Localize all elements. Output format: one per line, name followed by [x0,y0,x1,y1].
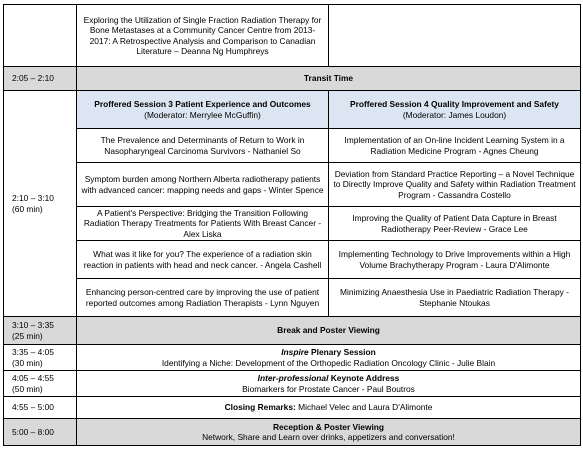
keynote-title [80,373,577,383]
plenary-cell [77,345,581,371]
session-4-header [329,91,581,129]
keynote-cell [77,371,581,397]
keynote-row [4,371,581,397]
plenary-title [80,347,577,357]
time-cell [4,317,77,345]
plenary-row [4,345,581,371]
keynote-talk: Biomarkers for Prostate Cancer - Paul Boutros [242,383,415,394]
closing-cell [77,397,581,419]
time-cell [4,345,77,371]
keynote-title-rest: Keynote Address [328,373,400,384]
break-row [4,317,581,345]
table-row [4,241,581,279]
session-3-moderator: (Moderator: Merrylee McGuffin) [144,109,261,120]
table-row [4,163,581,207]
duration: (60 min) [12,203,43,214]
time-cell: 2:05 – 2:10 [4,67,77,91]
transit-label: Transit Time [77,67,581,91]
session-4-moderator: (Moderator: James Loudon) [402,109,507,120]
time-range: 3:10 – 3:35 [12,320,54,331]
closing-speakers: Michael Velec and Laura D'Alimonte [295,402,433,413]
session-4-talk: Deviation from Standard Practice Reporting – a Novel Technique to Directly Improve Quality and Safety within Radiation Treatment Program - Cassandra Costello [329,163,581,207]
session-3-talk: Symptom burden among Northern Alberta radiotherapy patients with advanced cancer: mapping needs and gaps - Winter Spence [77,163,329,207]
transit-row [4,67,581,91]
time-cell: 5:00 – 8:00 [4,419,77,446]
session-3-talk: What was it like for you? The experience of a radiation skin reaction in patients with head and neck cancer. - Angela Cashell [77,241,329,279]
time-range: 4:05 – 4:55 [12,373,54,384]
session-4-talk: Minimizing Anaesthesia Use in Paediatric Radiation Therapy - Stephanie Ntoukas [329,279,581,317]
reception-cell [77,419,581,446]
time-range: 3:35 – 4:05 [12,347,54,358]
session-header-row [4,91,581,129]
time-cell [4,371,77,397]
break-label: Break and Poster Viewing [77,317,581,345]
session-talk: Exploring the Utilization of Single Fraction Radiation Therapy for Bone Metastases at a Community Cancer Centre from 2013-2017: A Retrospective Analysis and Comparison to Canadian Literature – Deanna Ng Humphreys [77,5,329,67]
table-row [4,207,581,241]
session-4-title: Proffered Session 4 Quality Improvement and Safety [350,99,559,110]
time-cell [4,91,77,317]
session-3-title: Proffered Session 3 Patient Experience and Outcomes [94,99,311,110]
session-3-header [77,91,329,129]
plenary-title-rest: Plenary Session [308,347,376,358]
table-row [4,129,581,163]
session-4-talk: Implementing Technology to Drive Improvements within a High Volume Brachytherapy Program - Laura D'Alimonte [329,241,581,279]
session-3-talk: Enhancing person-centred care by improving the use of patient reported outcomes among Radiation Therapists - Lynn Nguyen [77,279,329,317]
time-cell [4,5,77,67]
schedule-table [3,4,581,446]
session-4-talk: Implementation of an On-line Incident Learning System in a Radiation Medicine Program - Agnes Cheung [329,129,581,163]
plenary-talk: Identifying a Niche: Development of the Orthopedic Radiation Oncology Clinic - Julie Blain [161,357,496,368]
table-row [4,279,581,317]
duration: (30 min) [12,357,43,368]
plenary-title-em: Inspire [281,347,309,358]
time-cell: 4:55 – 5:00 [4,397,77,419]
session-4-talk: Improving the Quality of Patient Data Capture in Breast Radiotherapy Peer-Review - Grace Lee [329,207,581,241]
reception-desc: Network, Share and Learn over drinks, appetizers and conversation! [202,432,455,442]
reception-title: Reception & Poster Viewing [272,421,385,432]
empty-cell [329,5,581,67]
table-row [4,5,581,67]
time-range: 2:10 – 3:10 [12,193,54,204]
keynote-title-em: Inter-professional [257,373,329,384]
closing-label: Closing Remarks: [224,402,296,413]
duration: (25 min) [12,330,43,341]
reception-row [4,419,581,446]
duration: (50 min) [12,383,43,394]
session-3-talk: A Patient's Perspective: Bridging the Transition Following Radiation Therapy Treatments for Patients With Breast Cancer - Alex Liska [77,207,329,241]
session-3-talk: The Prevalence and Determinants of Return to Work in Nasopharyngeal Carcinoma Survivors - Nathaniel So [77,129,329,163]
closing-row [4,397,581,419]
